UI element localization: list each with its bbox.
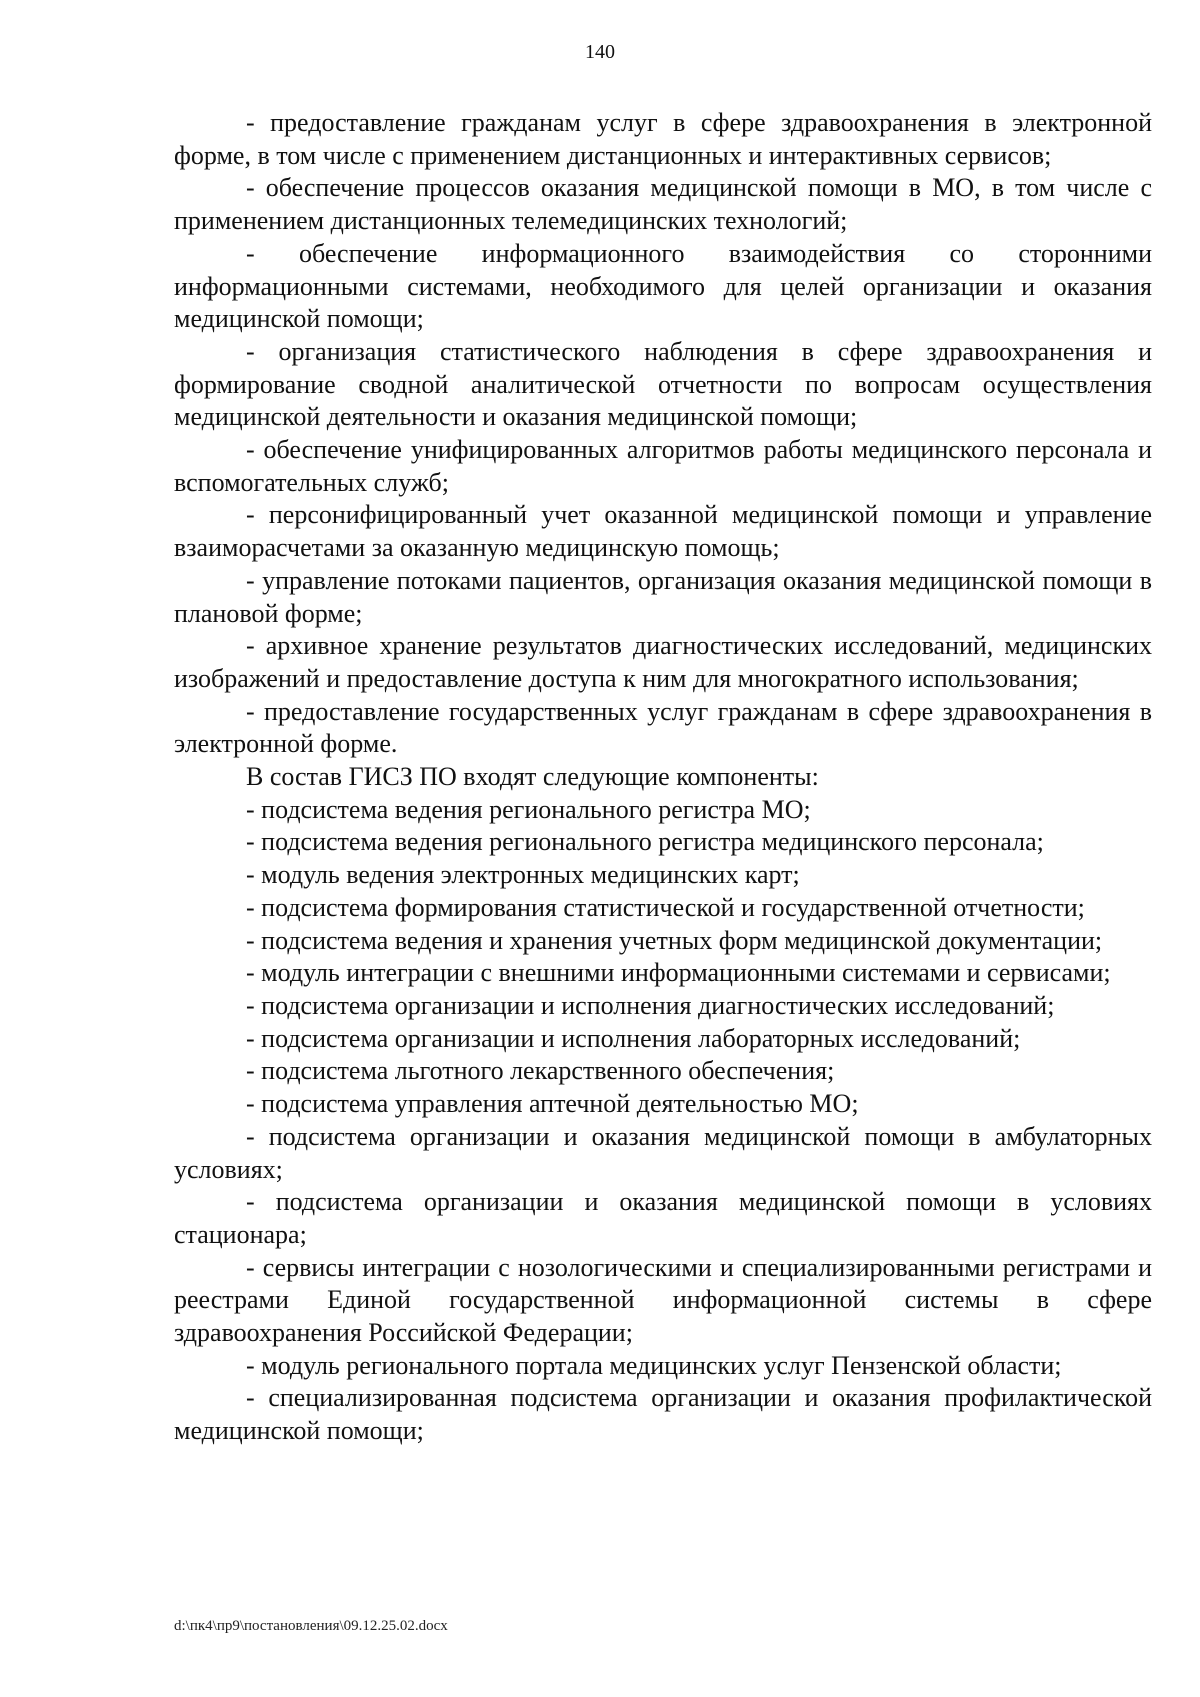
list-item: - управление потоками пациентов, организация оказания медицинской помощи в плановой форме; [174, 565, 1152, 628]
list-item: - персонифицированный учет оказанной медицинской помощи и управление взаиморасчетами за оказанную медицинскую помощь; [174, 500, 1152, 563]
list-item: - сервисы интеграции с нозологическими и специализированными регистрами и реестрами Единой государственной информационной системы в сфере здравоохранения Российской Федерации; [174, 1252, 1152, 1348]
list-item: - обеспечение информационного взаимодействия со сторонними информационными системами, необходимого для целей организации и оказания медицинской помощи; [174, 238, 1152, 334]
list-item: - обеспечение унифицированных алгоритмов работы медицинского персонала и вспомогательных служб; [174, 435, 1152, 497]
list-item: - модуль интеграции с внешними информационными системами и сервисами; [246, 958, 1111, 988]
list-item: - обеспечение процессов оказания медицинской помощи в МО, в том числе с применением дистанционных телемедицинских технологий; [174, 173, 1152, 236]
list-item: - модуль регионального портала медицинских услуг Пензенской области; [246, 1350, 1062, 1380]
list-item: - подсистема управления аптечной деятельностью МО; [246, 1089, 859, 1119]
list-item: - предоставление гражданам услуг в сфере здравоохранения в электронной форме, в том числе с применением дистанционных и интерактивных сервисов; [174, 108, 1152, 170]
list-item: - подсистема организации и оказания медицинской помощи в амбулаторных условиях; [174, 1121, 1152, 1184]
list-item: - подсистема формирования статистической и государственной отчетности; [246, 892, 1085, 922]
list-item: - предоставление государственных услуг гражданам в сфере здравоохранения в электронной форме. [174, 696, 1152, 759]
document-body [174, 107, 1152, 1448]
list-item: - организация статистического наблюдения в сфере здравоохранения и формирование сводной аналитической отчетности по вопросам осуществления медицинской деятельности и оказания медицинской помощи; [174, 336, 1152, 432]
components-intro: В состав ГИСЗ ПО входят следующие компоненты: [246, 762, 819, 792]
footer-file-path: d:\пк4\пр9\постановления\09.12.25.02.docx [174, 1618, 448, 1634]
list-item: - подсистема ведения регионального регистра медицинского персонала; [246, 827, 1044, 857]
list-item: - подсистема организации и оказания медицинской помощи в условиях стационара; [174, 1187, 1152, 1249]
list-item: - подсистема организации и исполнения диагностических исследований; [246, 990, 1055, 1020]
list-item: - специализированная подсистема организации и оказания профилактической медицинской помощи; [174, 1383, 1152, 1446]
list-item: - подсистема льготного лекарственного обеспечения; [246, 1056, 835, 1086]
list-item: - подсистема ведения регионального регистра МО; [246, 794, 811, 824]
page-number: 140 [585, 41, 615, 63]
list-item: - модуль ведения электронных медицинских карт; [246, 860, 800, 890]
list-item: - подсистема организации и исполнения лабораторных исследований; [246, 1023, 1021, 1053]
list-item: - подсистема ведения и хранения учетных форм медицинской документации; [246, 925, 1103, 955]
list-item: - архивное хранение результатов диагностических исследований, медицинских изображений и предоставление доступа к ним для многократного использования; [174, 631, 1152, 693]
